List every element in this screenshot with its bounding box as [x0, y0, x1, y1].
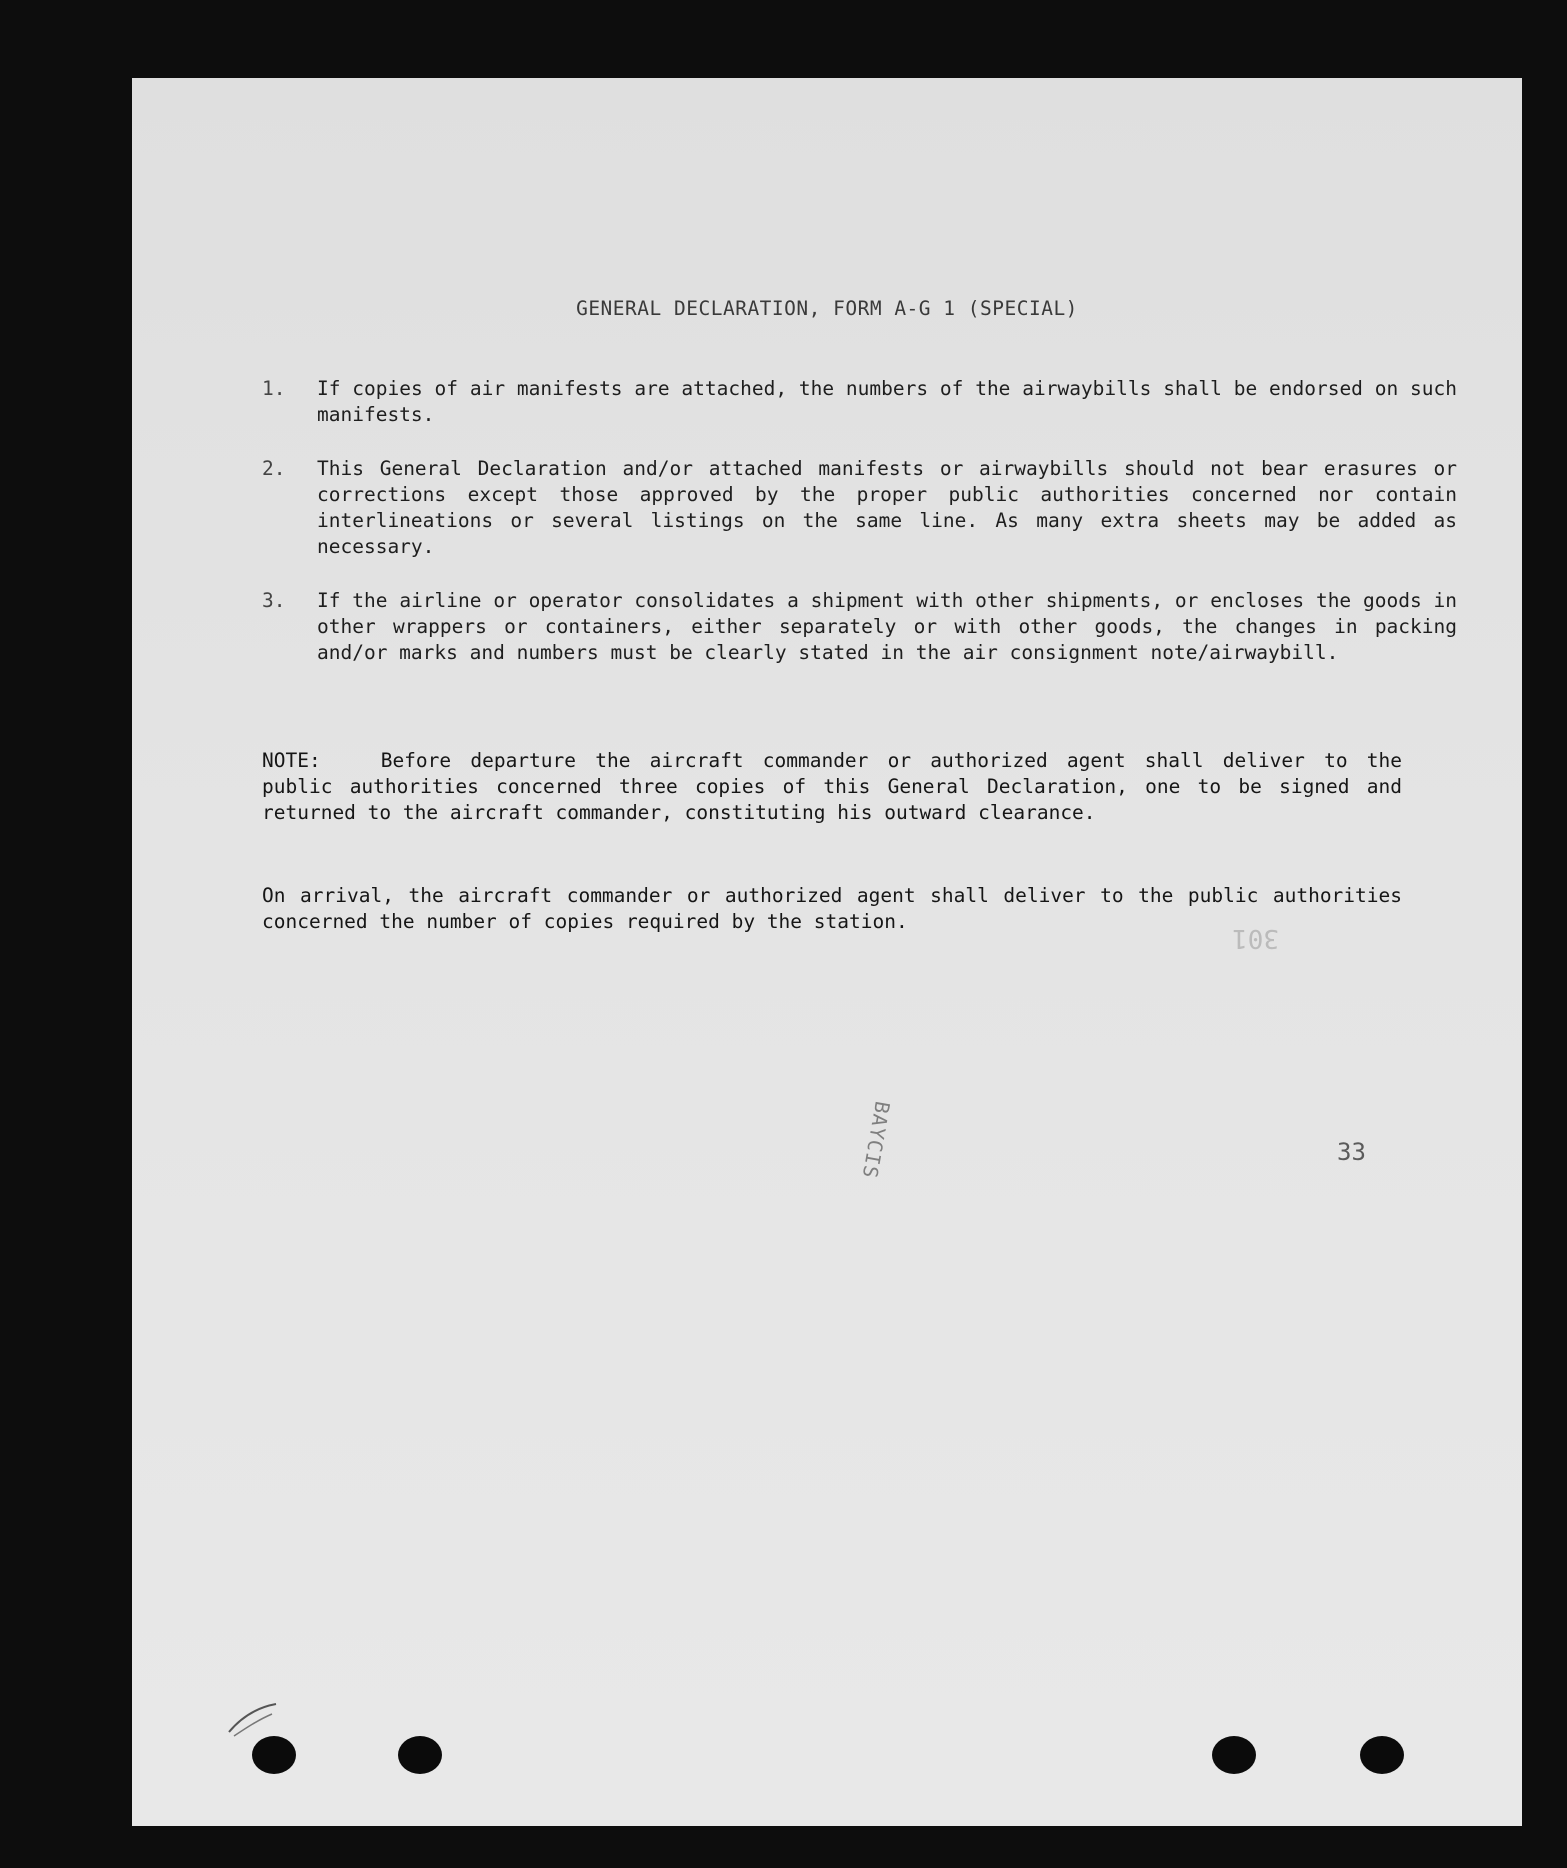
document-title: GENERAL DECLARATION, FORM A-G 1 (SPECIAL): [576, 297, 1078, 320]
item-number: 1.: [262, 377, 286, 400]
item-text: If the airline or operator consolidates a shipment with other shipments, or encloses the goods in other wrappers or containers, either separately or with other goods, the changes in packing and/or marks and numbers must be clearly stated in the air consignment note/airwaybill.: [317, 589, 1457, 664]
arrival-paragraph: On arrival, the aircraft commander or authorized agent shall deliver to the public authorities concerned the number of copies required by the station.: [262, 884, 1402, 933]
item-number: 2.: [262, 457, 286, 480]
punch-hole: [398, 1736, 442, 1774]
faint-stamp-number: 301: [1232, 923, 1279, 953]
note-label: NOTE:: [262, 749, 321, 772]
punch-hole: [1360, 1736, 1404, 1774]
item-text: This General Declaration and/or attached manifests or airwaybills should not bear erasures or corrections except those approved by the proper public authorities concerned nor contain interlineations or several listings on the same line. As many extra sheets may be added as necessary.: [317, 457, 1457, 558]
note-text: Before departure the aircraft commander or authorized agent shall deliver to the public authorities concerned three copies of this General Declaration, one to be signed and returned to the aircraft commander, constituting his outward clearance.: [262, 749, 1402, 824]
paper-sheet: [132, 78, 1522, 1826]
pencil-mark-icon: [224, 1700, 284, 1740]
item-text: If copies of air manifests are attached, the numbers of the airwaybills shall be endorsed on such manifests.: [317, 377, 1457, 426]
item-number: 3.: [262, 589, 286, 612]
punch-hole: [1212, 1736, 1256, 1774]
note-paragraph: [262, 748, 1402, 826]
punch-hole: [252, 1736, 296, 1774]
side-stamp: BAYCIS: [857, 1099, 895, 1181]
corner-mark: 33: [1337, 1138, 1366, 1166]
